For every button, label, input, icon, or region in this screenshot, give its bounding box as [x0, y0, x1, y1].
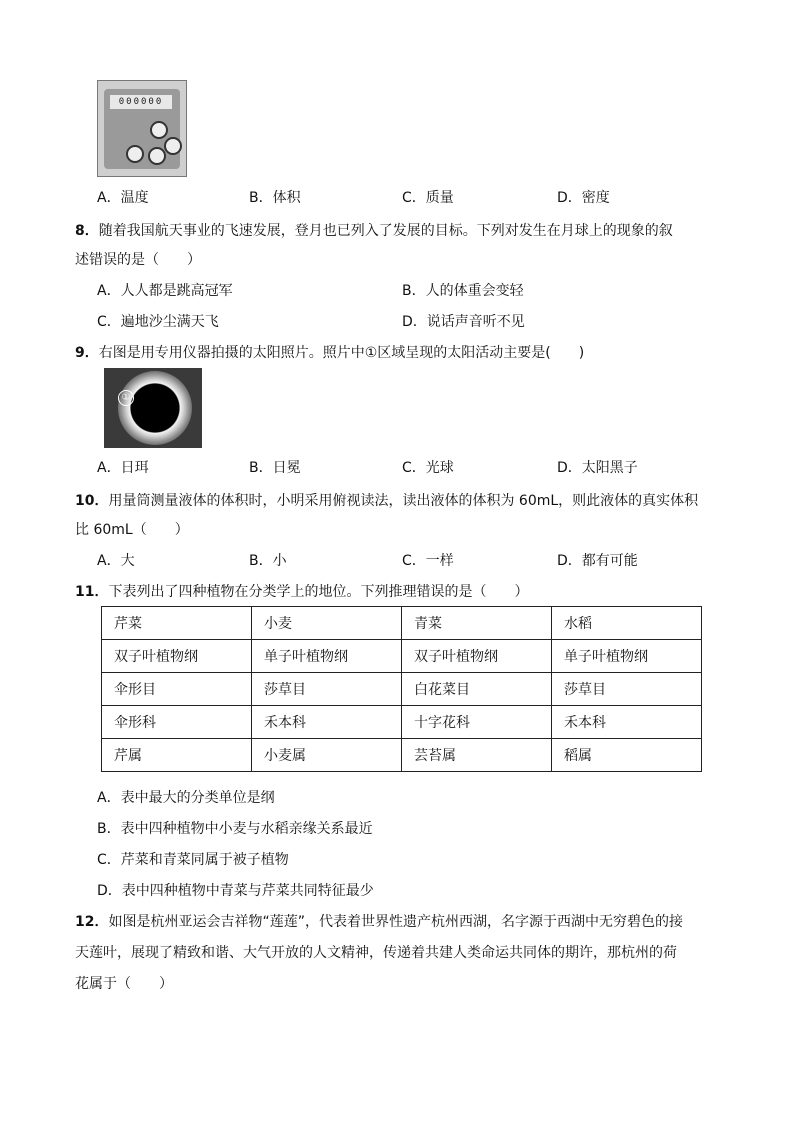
table-cell: 单子叶植物纲: [552, 640, 702, 673]
q8-option-d[interactable]: D．说话声音听不见: [402, 314, 525, 330]
q8-number: 8．: [75, 223, 99, 239]
q7-option-d[interactable]: D．密度: [557, 190, 610, 206]
table-row: [102, 673, 702, 706]
q11-text: 下表列出了四种植物在分类学上的地位。下列推理错误的是（ ）: [108, 584, 529, 600]
sun-photo-image: [104, 368, 202, 448]
q9-option-d[interactable]: D．太阳黑子: [557, 460, 638, 476]
meter-dial: [126, 145, 144, 163]
q8-option-b[interactable]: B．人的体重会变轻: [402, 283, 524, 299]
sun-corona: [118, 371, 192, 445]
q11-number: 11．: [75, 584, 109, 600]
q9-option-a[interactable]: A．日珥: [97, 460, 149, 476]
q10-option-a[interactable]: A．大: [97, 553, 135, 569]
q11-option-a[interactable]: A．表中最大的分类单位是纲: [97, 790, 275, 806]
table-cell: 稻属: [552, 739, 702, 772]
table-cell: 芹属: [102, 739, 252, 772]
q9-option-c[interactable]: C．光球: [402, 460, 454, 476]
q10-option-c[interactable]: C．一样: [402, 553, 454, 569]
table-cell: 青菜: [402, 607, 552, 640]
table-cell: 小麦属: [252, 739, 402, 772]
meter-dial: [148, 147, 166, 165]
q12-stem-line2: 天莲叶，展现了精致和谐、大气开放的人文精神，传递着共建人类命运共同体的期许，那杭州的荷: [75, 945, 677, 961]
water-meter-image: [97, 80, 187, 177]
meter-digits: 000000: [110, 95, 172, 109]
q9-option-b[interactable]: B．日冕: [249, 460, 301, 476]
q8-option-c[interactable]: C．遍地沙尘满天飞: [97, 314, 219, 330]
meter-dial: [150, 121, 168, 139]
q8-text: 随着我国航天事业的飞速发展，登月也已列入了发展的目标。下列对发生在月球上的现象的叙: [98, 223, 673, 239]
q10-option-b[interactable]: B．小: [249, 553, 287, 569]
region-marker: ①: [118, 390, 134, 406]
table-cell: 莎草目: [552, 673, 702, 706]
q8-stem-line2: 述错误的是（ ）: [75, 252, 201, 268]
q11-option-d[interactable]: D．表中四种植物中青菜与芹菜共同特征最少: [97, 883, 374, 899]
table-cell: 水稻: [552, 607, 702, 640]
table-cell: 芸苔属: [402, 739, 552, 772]
table-cell: 白花菜目: [402, 673, 552, 706]
table-cell: 十字花科: [402, 706, 552, 739]
q10-number: 10．: [75, 493, 109, 509]
q8-stem-line1: [75, 220, 673, 240]
q10-stem-line1: [75, 490, 698, 510]
table-row: [102, 640, 702, 673]
q7-option-a[interactable]: A．温度: [97, 190, 149, 206]
q10-text: 用量筒测量液体的体积时，小明采用俯视读法，读出液体的体积为 60mL，则此液体的真实体积: [108, 493, 699, 509]
q7-option-b[interactable]: B．体积: [249, 190, 301, 206]
q11-option-c[interactable]: C．芹菜和青菜同属于被子植物: [97, 852, 289, 868]
q11-stem: [75, 581, 528, 601]
table-row: [102, 706, 702, 739]
table-cell: 伞形科: [102, 706, 252, 739]
table-cell: 单子叶植物纲: [252, 640, 402, 673]
table-cell: 莎草目: [252, 673, 402, 706]
q10-option-d[interactable]: D．都有可能: [557, 553, 638, 569]
q10-stem-line2: 比 60mL（ ）: [75, 522, 189, 538]
q11-option-b[interactable]: B．表中四种植物中小麦与水稻亲缘关系最近: [97, 821, 373, 837]
q8-option-a[interactable]: A．人人都是跳高冠军: [97, 283, 233, 299]
table-row: [102, 739, 702, 772]
q12-number: 12．: [75, 914, 109, 930]
meter-dial: [164, 137, 182, 155]
table-cell: 芹菜: [102, 607, 252, 640]
q12-stem-line3: 花属于（ ）: [75, 976, 173, 992]
table-cell: 小麦: [252, 607, 402, 640]
table-cell: 双子叶植物纲: [402, 640, 552, 673]
q12-text: 如图是杭州亚运会吉祥物“莲莲”，代表着世界性遗产杭州西湖，名字源于西湖中无穷碧色的接: [108, 914, 683, 930]
table-cell: 禾本科: [252, 706, 402, 739]
table-row: [102, 607, 702, 640]
table-cell: 禾本科: [552, 706, 702, 739]
q12-stem-line1: [75, 911, 683, 931]
table-cell: 双子叶植物纲: [102, 640, 252, 673]
classification-table: [101, 606, 702, 772]
q9-text: 右图是用专用仪器拍摄的太阳照片。照片中①区域呈现的太阳活动主要是( ): [98, 345, 585, 361]
q9-stem: [75, 342, 584, 362]
table-cell: 伞形目: [102, 673, 252, 706]
q7-option-c[interactable]: C．质量: [402, 190, 454, 206]
q9-number: 9．: [75, 345, 99, 361]
